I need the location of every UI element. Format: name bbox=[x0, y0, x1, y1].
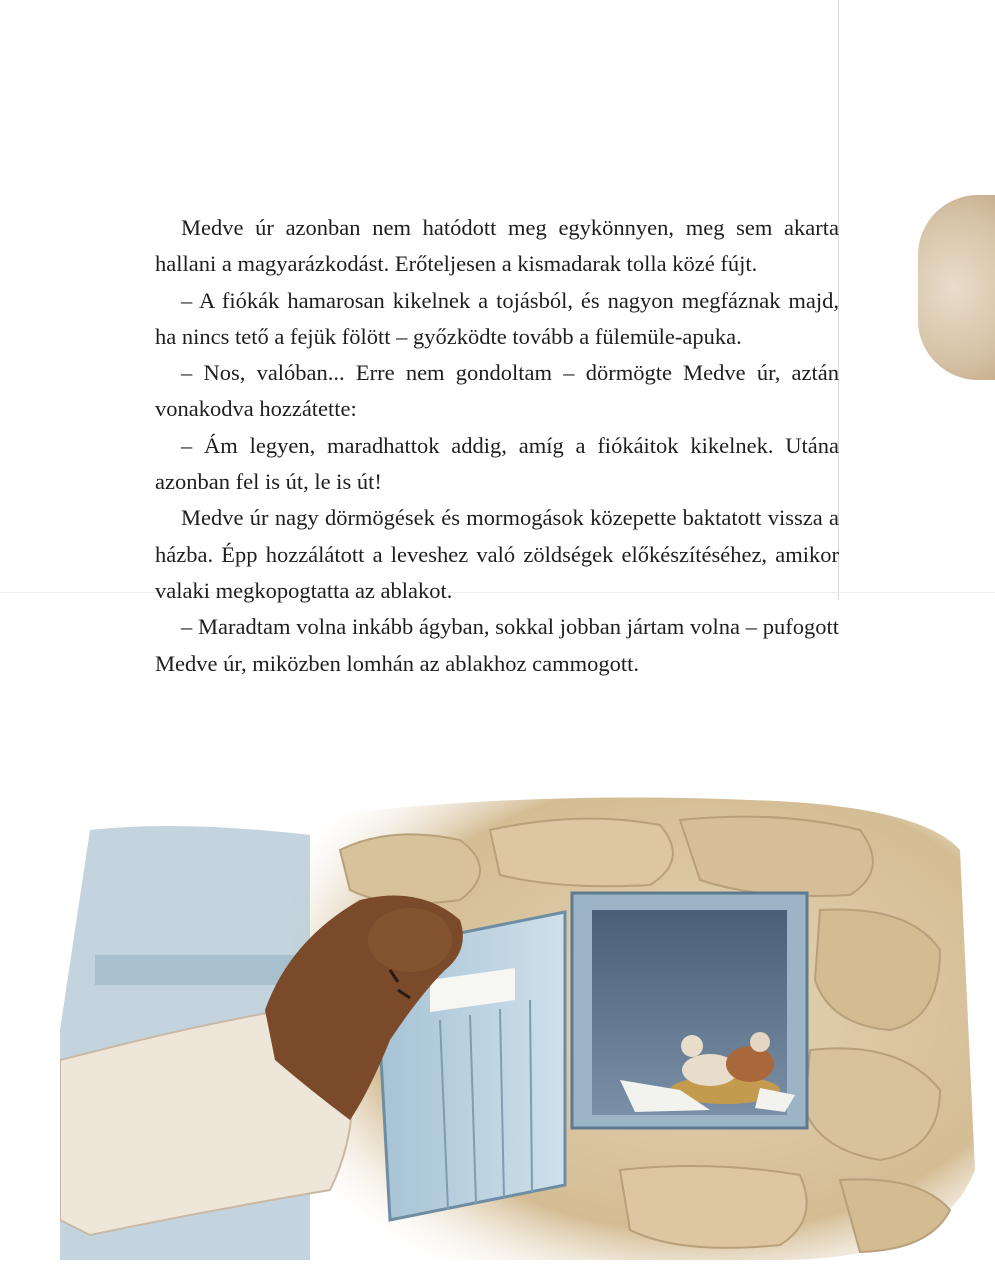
story-text bbox=[155, 210, 839, 682]
thumb-illustration bbox=[918, 195, 995, 380]
paragraph-5: Medve úr nagy dörmögések és mormogások közepette baktatott vissza a házba. Épp hozzálátott a leveshez való zöldségek előkészítéséhez, amikor valaki megkopogtatta az ablakot. bbox=[155, 505, 839, 603]
paragraph-4: – Ám legyen, maradhattok addig, amíg a fiókáitok kikelnek. Utána azonban fel is út, le is út! bbox=[155, 432, 839, 495]
paragraph-1: Medve úr azonban nem hatódott meg egykönnyen, meg sem akarta hallani a magyarázkodást. Erőteljesen a kismadarak tolla közé fújt. bbox=[155, 215, 839, 277]
paragraph-6: – Maradtam volna inkább ágyban, sokkal jobban jártam volna – pufogott Medve úr, miközben lomhán az ablakhoz cammogott. bbox=[155, 614, 839, 676]
paragraph-2: – A fiókák hamarosan kikelnek a tojásból, és nagyon megfáznak majd, ha nincs tető a fejük fölött – győzködte tovább a fülemüle-apuka. bbox=[155, 287, 839, 349]
illustration-bear-window bbox=[60, 790, 995, 1270]
paragraph-3: – Nos, valóban... Erre nem gondoltam – dörmögte Medve úr, aztán vonakodva hozzátette: bbox=[155, 360, 839, 422]
